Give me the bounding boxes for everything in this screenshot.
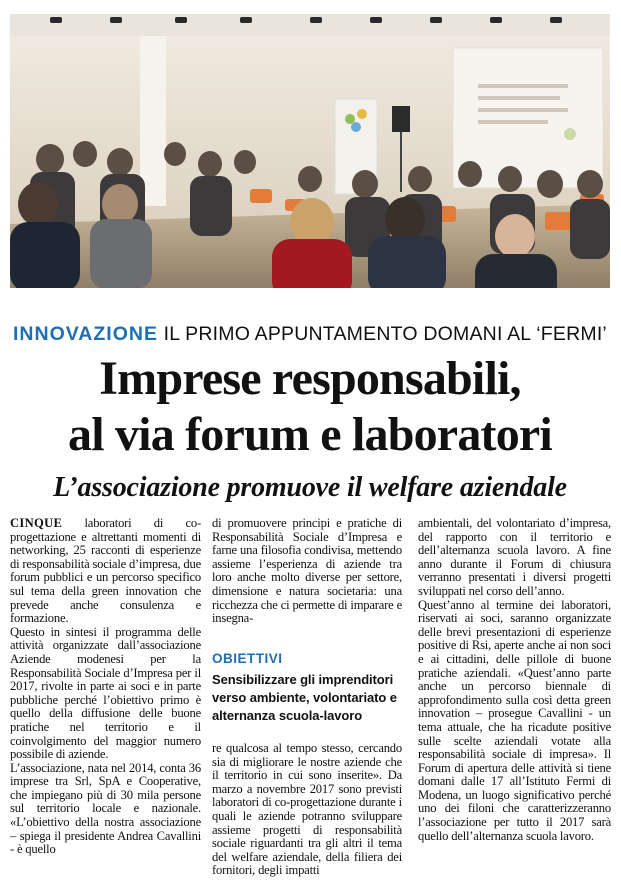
paragraph: ambientali, del volontariato d’impresa, del rapporto con il territorio e dell’alternanza scuola lavoro. A fine anno durante il Forum di chiusura verranno presentati i diversi progetti sviluppati nel corso dell’anno. [418,516,611,598]
kicker-text: IL PRIMO APPUNTAMENTO DOMANI AL ‘FERMI’ [163,323,607,345]
conference-photo-illustration [10,14,610,288]
article-column-2-top [212,517,402,626]
paragraph: L’associazione, nata nel 2014, conta 36 imprese tra Srl, SpA e Cooperative, che impiegano più di 30 mila persone sul territorio locale e nazionale. «L’obiettivo della nostra associazione – spiega il presidente Andrea Cavallini - è quello [10,760,201,857]
paragraph: Quest’anno al termine dei laboratori, riservati ai soci, saranno organizzate delle brevi presentazioni di esperienze positive di Rsi, aperte anche ai non soci e ai cittadini, delle pillole di buone pratiche aziendali. «Quest’anno parte anche un percorso biennale di approfondimento sulla così detta green innovation – prosegue Cavallini - un tema attuale, che ha ricadute positive sulle scelte aziendali votate alla responsabilità sociale di impresa». Il Forum di apertura delle attività si tiene domani dalle 17 all’Istituto Fermi di Modena, un luogo significativo perché uno dei filoni che caratterizzeranno l’associazione per tutto il 2017 sarà quello dell’alternanza scuola lavoro. [418,597,611,843]
headline-line-1: Imprese responsabili, [99,352,521,405]
paragraph: Questo in sintesi il programma delle attività organizzate dall’associazione Aziende modenesi per la Responsabilità Sociale d’Impresa per il 2017, rivolte in parte ai soci e in parte pubbliche perché l’obiettivo primo è quello della diffusione delle buone pratiche nel territorio e il coinvolgimento del maggior numero possibile di aziende. [10,624,201,762]
sidebar-title: OBIETTIVI [212,651,283,666]
headline-line-2: al via forum e laboratori [68,408,552,461]
conference-photo [10,14,610,288]
section-tag: INNOVAZIONE [13,323,158,345]
paragraph [10,517,201,626]
headline [8,351,612,463]
paragraph-text: laboratori di co-progettazione e altrettanti momenti di networking, 25 racconti di esperienze di responsabilità sociale d’impresa, due forum pubblici e un percorso specifico sul tema della green innovation che prevede anche consulenza e formazione. [10,516,201,626]
article-column-1 [10,517,201,857]
paragraph: re qualcosa al tempo stesso, cercando sia di migliorare le nostre aziende che il territorio in cui sono inserite». Da marzo a novembre 2017 sono previsti laboratori di co-progettazione durante i quali le aziende potranno sviluppare assieme progetti di responsabilità sociale riguardanti tra gli altri il tema del welfare aziendale, della filiera dei fornitori, degli impatti [212,741,402,878]
lead-word: CINQUE [10,516,63,530]
kicker [10,322,610,346]
sidebar-box [212,651,408,725]
article-column-2-bottom [212,742,402,878]
sidebar-text: Sensibilizzare gli imprenditori verso ambiente, volontariato e alternanza scuola-lavoro [212,672,397,723]
article-column-3 [418,517,611,843]
subtitle: L’associazione promuove il welfare aziendale [53,472,567,503]
paragraph: di promuovere principi e pratiche di Responsabilità Sociale d’Impresa e farne una filosofia condivisa, mettendo assieme l’esperienza di aziende tra loro anche molto diverse per settore, dimensione e natura societaria: una ricchezza che ci permette di imparare e insegna- [212,516,402,626]
